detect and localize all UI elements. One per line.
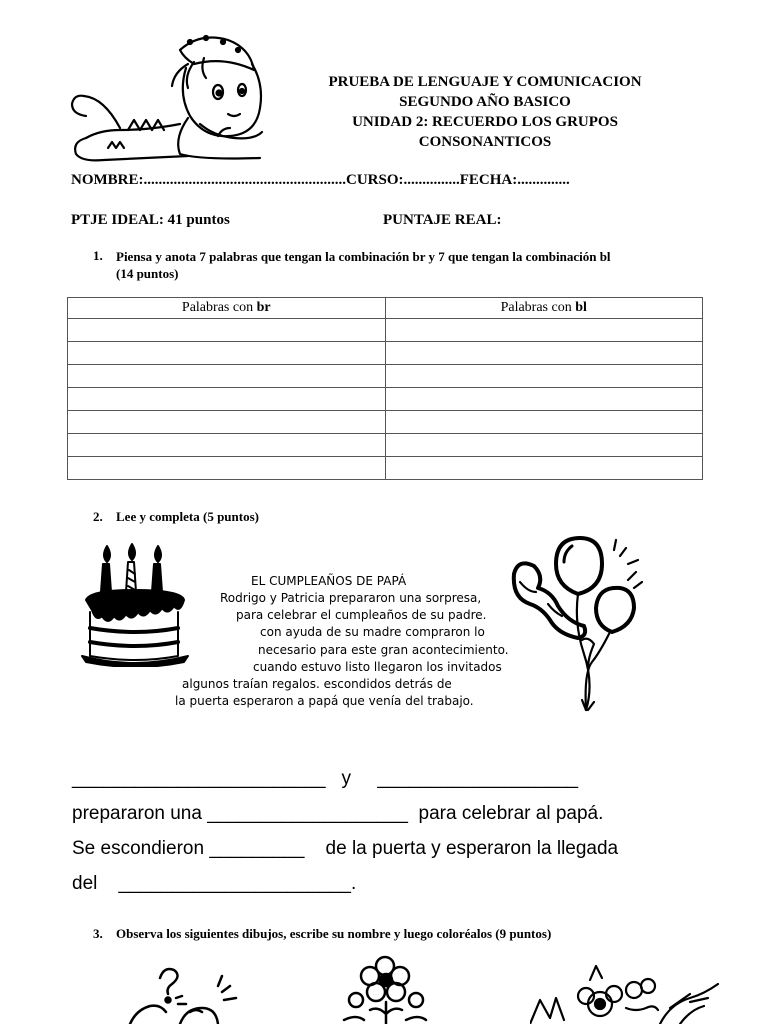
question-1-number: 1. — [93, 248, 103, 263]
flower-bouquet-icon — [530, 960, 720, 1024]
header-bl-bold: bl — [575, 300, 587, 315]
header-br — [68, 298, 386, 319]
document-title — [270, 72, 700, 152]
bl-cell[interactable] — [385, 388, 703, 411]
br-cell[interactable] — [68, 388, 386, 411]
table-row — [68, 411, 703, 434]
story-line-5: cuando estuvo listo llegaron los invitados — [253, 660, 502, 674]
br-cell[interactable] — [68, 365, 386, 388]
story-line-7: la puerta esperaron a papá que venía del trabajo. — [175, 694, 474, 708]
title-line-1: PRUEBA DE LENGUAJE Y COMUNICACION — [328, 74, 642, 90]
title-line-2: SEGUNDO AÑO BASICO — [399, 94, 571, 110]
question-1-text — [116, 248, 716, 282]
br-cell[interactable] — [68, 319, 386, 342]
table-row — [68, 457, 703, 480]
question-2-number: 2. — [93, 509, 103, 524]
header-br-bold: br — [256, 300, 271, 315]
question-3-number: 3. — [93, 926, 103, 941]
balloons-icon — [508, 532, 648, 714]
br-cell[interactable] — [68, 411, 386, 434]
story-line-1: Rodrigo y Patricia prepararon una sorpresa, — [220, 591, 482, 605]
bl-cell[interactable] — [385, 434, 703, 457]
table-row — [68, 342, 703, 365]
story-title: EL CUMPLEAÑOS DE PAPÁ — [251, 574, 407, 588]
br-cell[interactable] — [68, 434, 386, 457]
bl-cell[interactable] — [385, 342, 703, 365]
student-info-line[interactable]: NOMBRE:......................................................CURSO:...............FECHA:.............. — [71, 172, 570, 188]
table-row — [68, 319, 703, 342]
baby-boy-lying-icon — [68, 28, 268, 163]
question-1-instruction: Piensa y anota 7 palabras que tengan la combinación br y 7 que tengan la combinación bl — [116, 249, 611, 264]
real-score[interactable]: PUNTAJE REAL: — [383, 212, 502, 228]
flower-icon — [340, 950, 430, 1024]
cartoon-figure-icon — [120, 962, 250, 1024]
fill-line-2[interactable]: prepararon una ___________________ para celebrar al papá. — [72, 803, 604, 824]
header-br-prefix: Palabras con — [181, 300, 257, 315]
fill-line-4[interactable]: del ______________________. — [72, 873, 357, 894]
table-row — [68, 365, 703, 388]
bl-cell[interactable] — [385, 319, 703, 342]
br-cell[interactable] — [68, 457, 386, 480]
story-line-3: con ayuda de su madre compraron lo — [260, 625, 485, 639]
table-header-row — [68, 298, 703, 319]
ideal-score: PTJE IDEAL: 41 puntos — [71, 212, 230, 228]
story-line-2: para celebrar el cumpleaños de su padre. — [236, 608, 487, 622]
title-line-4: CONSONANTICOS — [418, 134, 552, 150]
question-1-points: (14 puntos) — [116, 266, 179, 281]
table-row — [68, 388, 703, 411]
fill-line-1[interactable]: ________________________ y ___________________ — [72, 768, 579, 789]
fill-line-3[interactable]: Se escondieron _________ de la puerta y esperaron la llegada — [72, 838, 619, 859]
words-table — [67, 297, 703, 480]
question-2-text: Lee y completa (5 puntos) — [116, 509, 259, 524]
bl-cell[interactable] — [385, 457, 703, 480]
birthday-cake-icon — [80, 542, 190, 667]
header-bl-prefix: Palabras con — [500, 300, 576, 315]
table-row — [68, 434, 703, 457]
bl-cell[interactable] — [385, 365, 703, 388]
story-line-6: algunos traían regalos. escondidos detrás de — [182, 677, 452, 691]
header-bl — [385, 298, 703, 319]
title-line-3: UNIDAD 2: RECUERDO LOS GRUPOS — [352, 114, 618, 130]
story-line-4: necesario para este gran acontecimiento. — [258, 643, 509, 657]
br-cell[interactable] — [68, 342, 386, 365]
question-3-text: Observa los siguientes dibujos, escribe su nombre y luego coloréalos (9 puntos) — [116, 926, 552, 941]
bl-cell[interactable] — [385, 411, 703, 434]
